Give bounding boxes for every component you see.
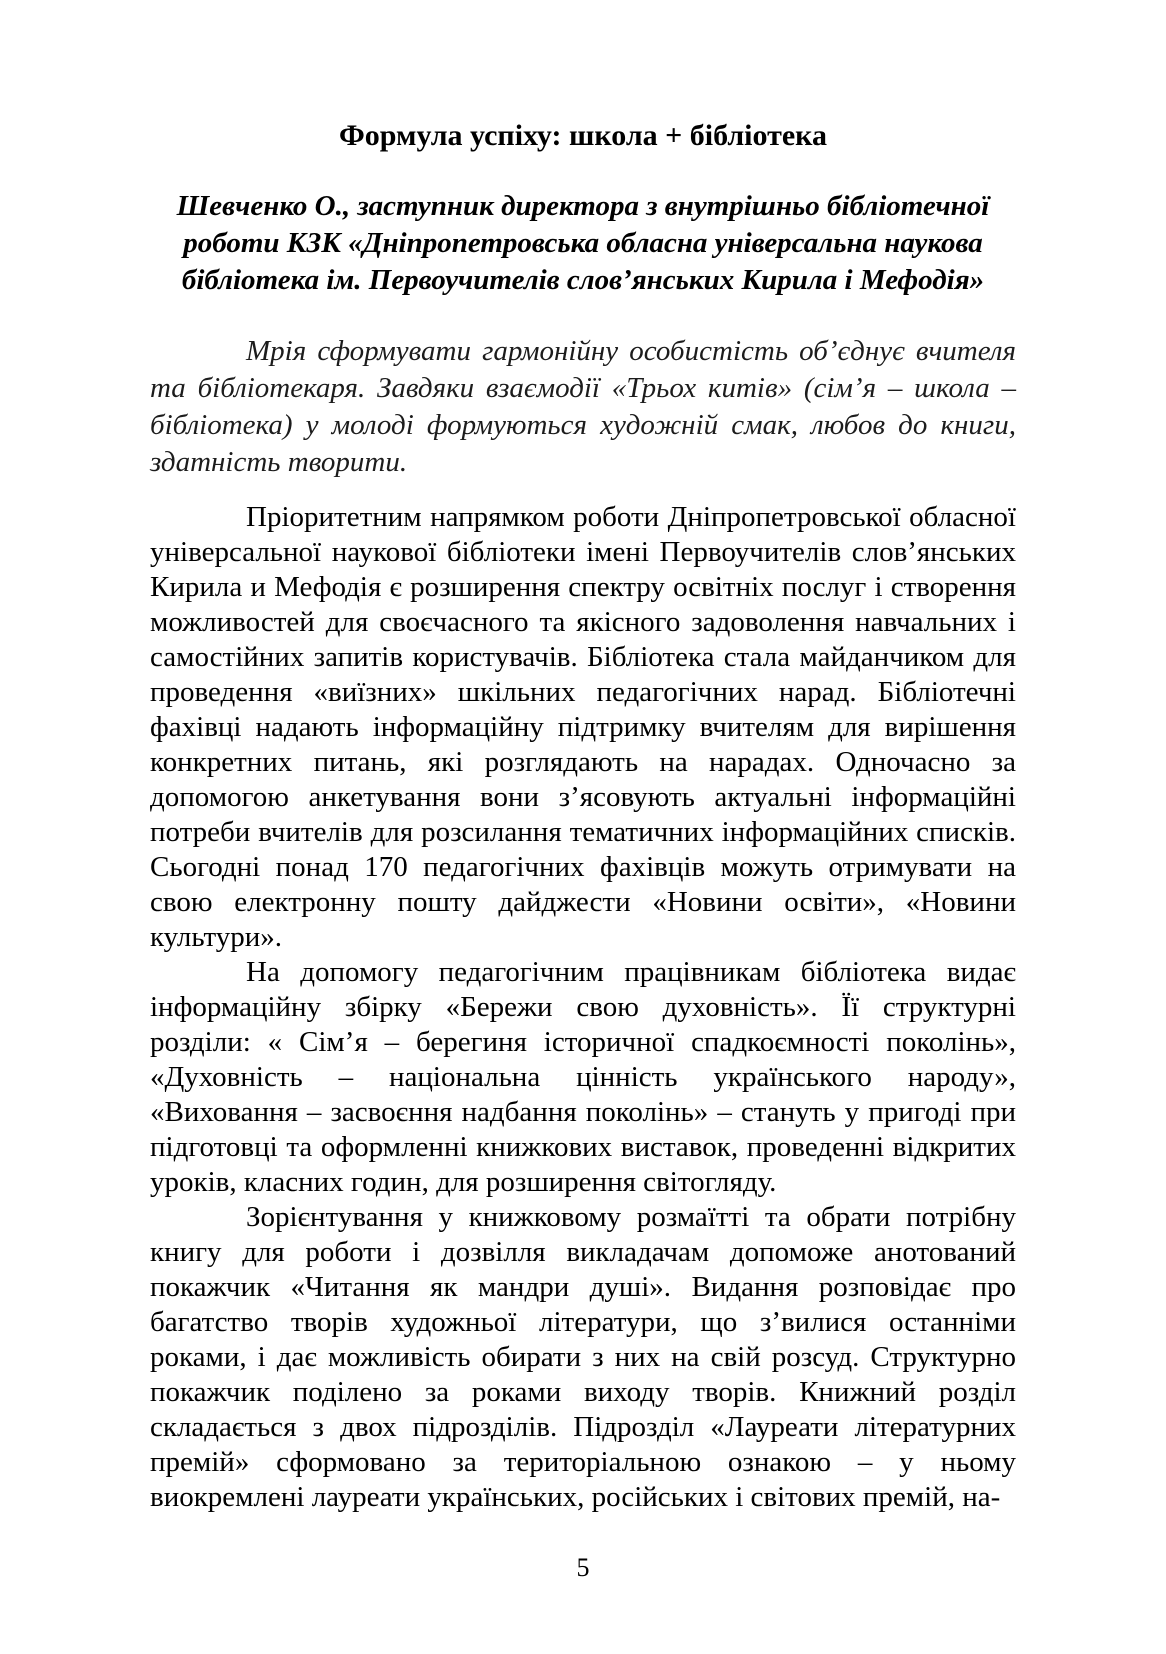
paragraph: На допомогу педагогічним працівникам бібліотека видає інформаційну збірку «Бережи свою духовність». Її структурні розділи: « Сім’я – берегиня історичної спадкоємності поколінь», «Духовність – національна цінність українського народу», «Виховання – засвоєння надбання поколінь» – стануть у пригоді при підготовці та оформленні книжкових виставок, проведенні відкритих уроків, класних годин, для розширення світогляду. (150, 956, 1016, 1198)
epigraph: Мрія сформувати гармонійну особистість об’єднує вчителя та бібліотекаря. Завдяки взаємодії «Трьох китів» (сім’я – школа – бібліотека) у молоді формуються художній смак, любов до книги, здатність творити. (150, 335, 1016, 478)
page-number: 5 (576, 1553, 590, 1582)
author-line: Шевченко О., заступник директора з внутрішньо бібліотечної роботи КЗК «Дніпропетровська обласна універсальна наукова бібліотека ім. Первоучителів слов’янських Кирила і Мефодія» (176, 190, 990, 296)
body-text (150, 500, 1016, 1515)
page-title: Формула успіху: школа + бібліотека (339, 119, 827, 152)
paragraph: Пріоритетним напрямком роботи Дніпропетровської обласної універсальної наукової бібліотеки імені Первоучителів слов’янських Кирила и Мефодія є розширення спектру освітніх послуг і створення можливостей для своєчасного та якісного задоволення навчальних і самостійних запитів користувачів. Бібліотека стала майданчиком для проведення «виїзних» шкільних педагогічних нарад. Бібліотечні фахівці надають інформаційну підтримку вчителям для вирішення конкретних питань, які розглядають на нарадах. Одночасно за допомогою анкетування вони з’ясовують актуальні інформаційні потреби вчителів для розсилання тематичних інформаційних списків. Сьогодні понад 170 педагогічних фахівців можуть отримувати на свою електронну пошту дайджести «Новини освіти», «Новини культури». (150, 501, 1016, 953)
paragraph: Зорієнтування у книжковому розмаїтті та обрати потрібну книгу для роботи і дозвілля викладачам допоможе анотований покажчик «Читання як мандри душі». Видання розповідає про багатство творів художньої літератури, що з’вилися останніми роками, і дає можливість обирати з них на свій розсуд. Структурно покажчик поділено за роками виходу творів. Книжний розділ складається з двох підрозділів. Підрозділ «Лауреати літературних премій» сформовано за територіальною ознакою – у ньому виокремлені лауреати українських, російських і світових премій, на- (150, 1201, 1016, 1513)
